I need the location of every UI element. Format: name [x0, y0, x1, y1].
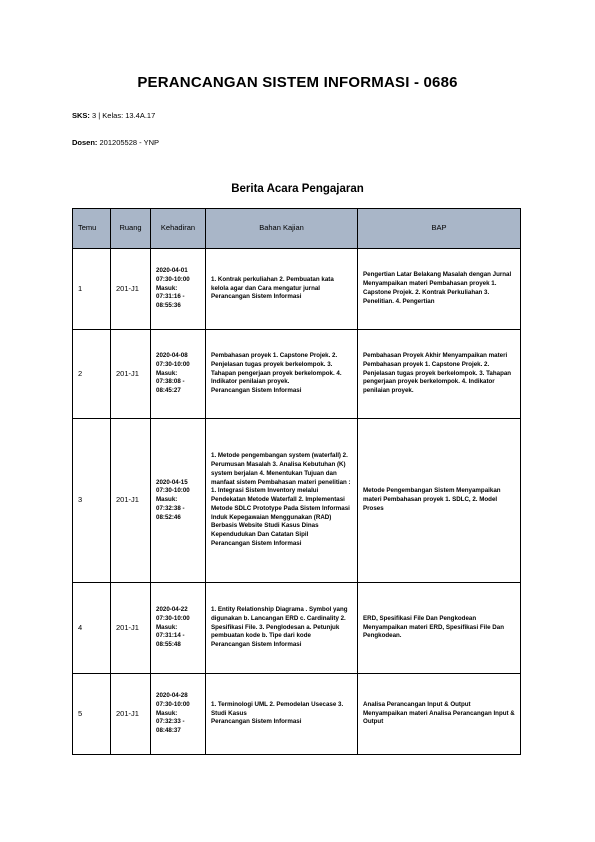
cell-ruang: 201-J1 [111, 674, 151, 755]
table-row [73, 249, 521, 330]
table-row [73, 583, 521, 674]
cell-temu: 3 [73, 419, 111, 583]
header-bap: BAP [358, 209, 521, 249]
sks-class-info [72, 111, 155, 120]
header-bahan-kajian: Bahan Kajian [206, 209, 358, 249]
cell-temu: 2 [73, 330, 111, 419]
sks-label: SKS: [72, 111, 90, 120]
table-row [73, 330, 521, 419]
cell-bap: Metode Pengembangan Sistem Menyampaikan materi Pembahasan proyek 1. SDLC, 2. Model Proses [358, 419, 521, 583]
cell-kehadiran: 2020-04-22 07:30-10:00 Masuk: 07:31:14 - 08:55:48 [151, 583, 206, 674]
cell-temu: 4 [73, 583, 111, 674]
cell-bahan-kajian: Pembahasan proyek 1. Capstone Projek. 2. Penjelasan tugas proyek berkelompok. 3. Tahapan pengerjaan proyek berkelompok. 4. Indikator penilaian proyek. Perancangan Sistem Informasi [206, 330, 358, 419]
section-title: Berita Acara Pengajaran [231, 183, 364, 195]
sks-value: 3 | Kelas: 13.4A.17 [92, 111, 156, 120]
cell-kehadiran: 2020-04-01 07:30-10:00 Masuk: 07:31:16 - 08:55:36 [151, 249, 206, 330]
cell-bahan-kajian: 1. Kontrak perkuliahan 2. Pembuatan kata kelola agar dan Cara mengatur jurnal Perancangan Sistem Informasi [206, 249, 358, 330]
cell-bap: ERD, Spesifikasi File Dan Pengkodean Menyampaikan materi ERD, Spesifikasi File Dan Pengkodean. [358, 583, 521, 674]
cell-kehadiran: 2020-04-08 07:30-10:00 Masuk: 07:38:08 - 08:45:27 [151, 330, 206, 419]
cell-kehadiran: 2020-04-15 07:30-10:00 Masuk: 07:32:38 - 08:52:46 [151, 419, 206, 583]
cell-bahan-kajian: 1. Entity Relationship Diagrama . Symbol yang digunakan b. Lancangan ERD c. Cardinality 2. Spesifikasi File. 3. Penglodesan a. Petunjuk pembuatan kode b. Tipe dari kode Perancangan Sistem Informasi [206, 583, 358, 674]
table-header-row [73, 209, 521, 249]
cell-bap: Pembahasan Proyek Akhir Menyampaikan materi Pembahasan proyek 1. Capstone Projek. 2. Penjelasan tugas proyek berkelompok. 3. Tahapan pengerjaan proyek berkelompok. 4. Indikator penilaian proyek. [358, 330, 521, 419]
cell-bap: Analisa Perancangan Input & Output Menyampaikan materi Analisa Perancangan Input & Output [358, 674, 521, 755]
dosen-value: 201205528 - YNP [99, 138, 160, 147]
cell-temu: 1 [73, 249, 111, 330]
cell-temu: 5 [73, 674, 111, 755]
cell-ruang: 201-J1 [111, 419, 151, 583]
header-temu: Temu [73, 209, 111, 249]
header-ruang: Ruang [111, 209, 151, 249]
table-row [73, 674, 521, 755]
cell-bap: Pengertian Latar Belakang Masalah dengan Jurnal Menyampaikan materi Pembahasan proyek 1. Capstone Projek. 2. Kontrak Perkuliahan 3. Penelitian. 4. Pengertian [358, 249, 521, 330]
cell-kehadiran: 2020-04-28 07:30-10:00 Masuk: 07:32:33 - 08:48:37 [151, 674, 206, 755]
cell-ruang: 201-J1 [111, 583, 151, 674]
header-kehadiran: Kehadiran [151, 209, 206, 249]
cell-ruang: 201-J1 [111, 330, 151, 419]
teaching-record-table [72, 208, 521, 755]
cell-ruang: 201-J1 [111, 249, 151, 330]
cell-bahan-kajian: 1. Metode pengembangan system (waterfall) 2. Perumusan Masalah 3. Analisa Kebutuhan (K) system berjalan 4. Menentukan Tujuan dan manfaat sistem Pembahasan materi penelitian : 1. Integrasi Sistem Inventory melalui Pendekatan Metode Waterfall 2. Implementasi Metode SDLC Prototype Pada Sistem Informasi Induk Kepegawaian Menggunakan (RAD) Berbasis Website Studi Kasus Dinas Kependudukan Dan Catatan Sipil Perancangan Sistem Informasi [206, 419, 358, 583]
page-title: PERANCANGAN SISTEM INFORMASI - 0686 [137, 74, 458, 91]
table-row [73, 419, 521, 583]
lecturer-info [72, 138, 159, 147]
dosen-label: Dosen: [72, 138, 98, 147]
cell-bahan-kajian: 1. Terminologi UML 2. Pemodelan Usecase 3. Studi Kasus Perancangan Sistem Informasi [206, 674, 358, 755]
